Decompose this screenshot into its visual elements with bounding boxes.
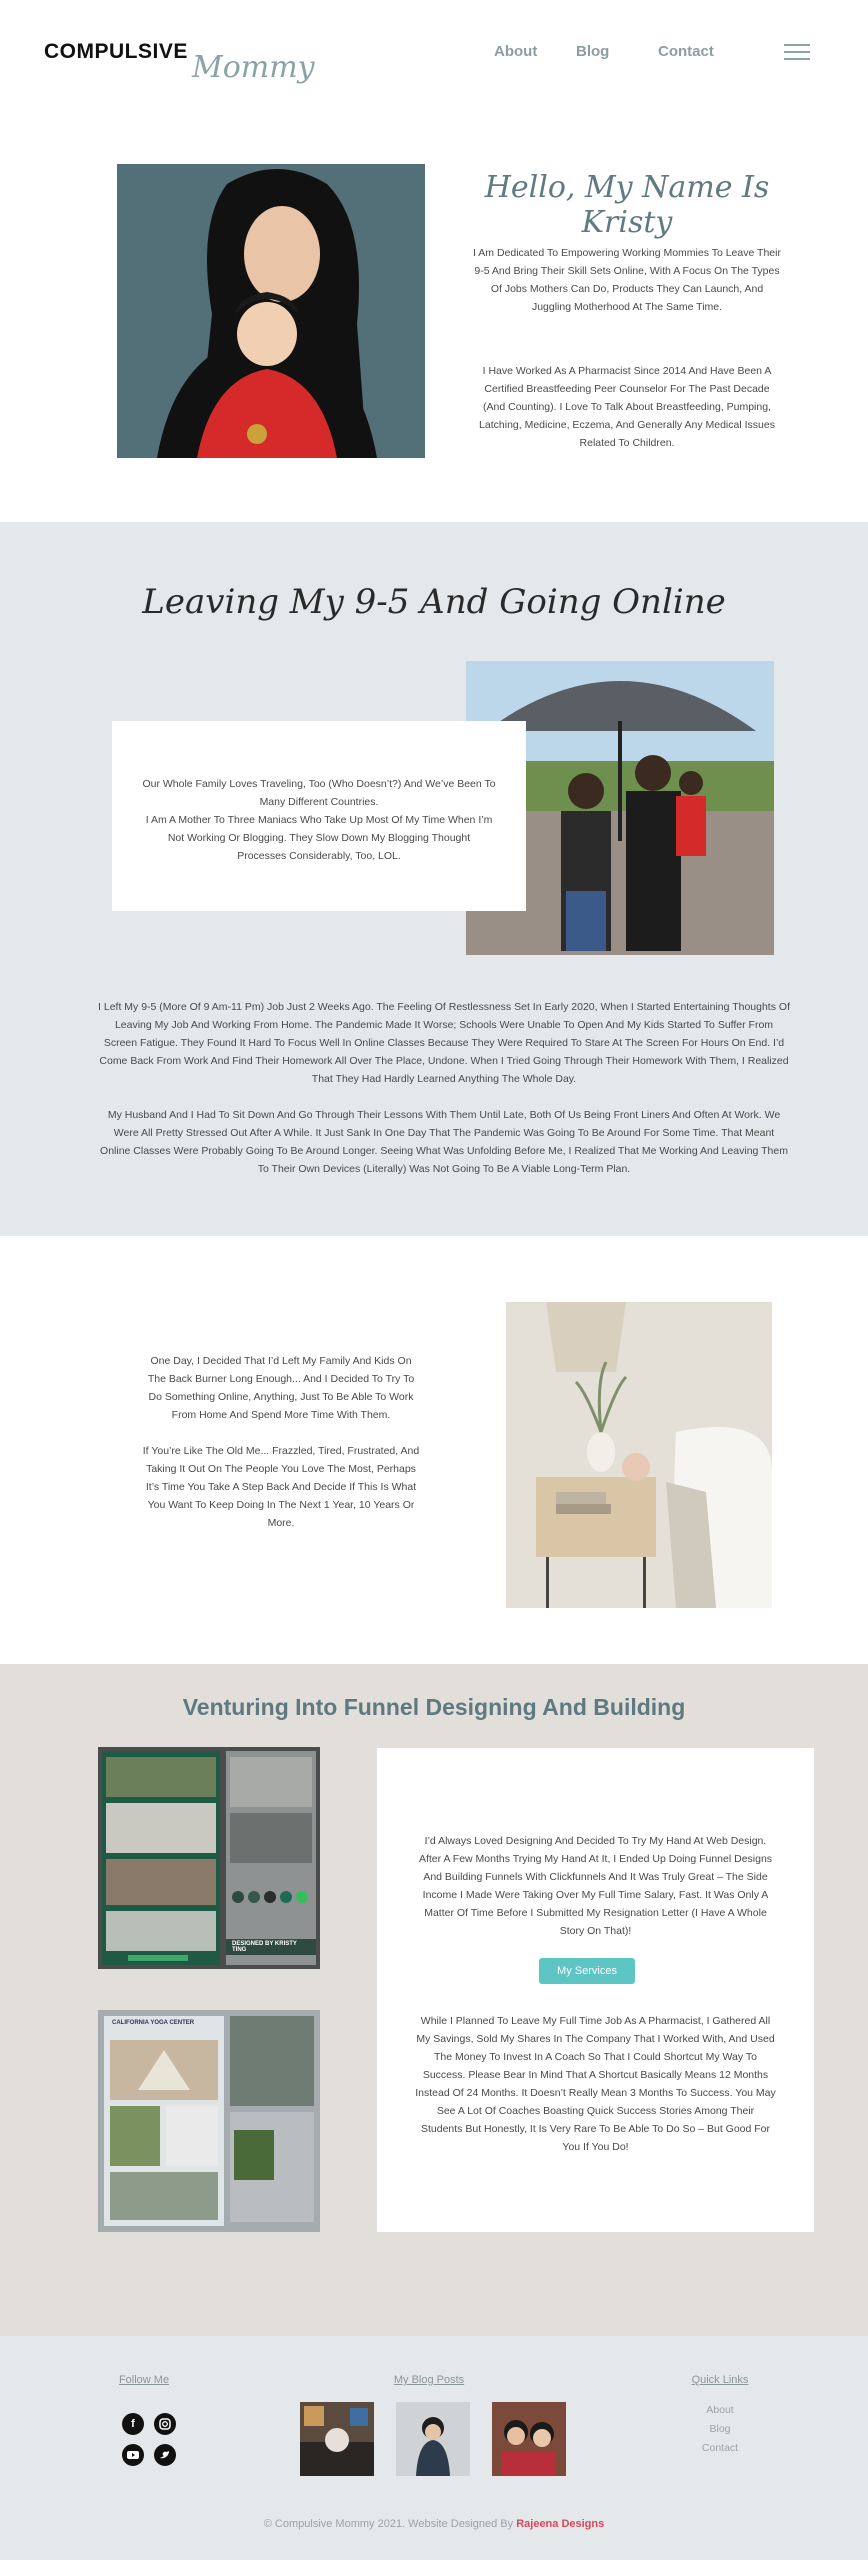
leaving-paragraph-2: My Husband And I Had To Sit Down And Go Through Their Lessons With Them Until Late, Both Of Us Being Front Liners And Often At Work. We Were All Pretty Stressed Out After A While. It Just Sank In One Day That The Pandemic Was Going To Be Around For Some Time. That Meant Online Classes Were Probably Going To Be Around Longer. Seeing What Was Unfolding Before Me, I Realized That Me Working And Leaving Them To Their Own Devices (Literally) Was Not Going To Be A Viable Long-Term Plan. xyxy=(100,1109,788,1175)
interior-decor-photo xyxy=(506,1302,772,1608)
quick-link-blog[interactable]: Blog xyxy=(709,2423,731,2435)
facebook-icon[interactable]: f xyxy=(122,2413,144,2435)
my-services-button[interactable]: My Services xyxy=(539,1958,635,1984)
decision-section xyxy=(0,1236,868,1664)
nav-contact[interactable]: Contact xyxy=(658,43,714,60)
funnel-paragraph-1: I’d Always Loved Designing And Decided To Try My Hand At Web Design. After A Few Months Trying My Hand At It, I Ended Up Doing Funnel Designs And Building Funnels With Clickfunnels And It Was Truly Great – The Side Income I Made Were Taking Over My Full Time Salary, Fast. It Was Only A Matter Of Time Before I Submitted My Resignation Letter (I Have A Whole Story On That)! xyxy=(418,1835,773,1937)
travel-card xyxy=(112,721,526,911)
travel-card-paragraph-2: I Am A Mother To Three Maniacs Who Take Up Most Of My Time When I’m Not Working Or Blogging. They Slow Down My Blogging Thought Processes Considerably, Too, LOL. xyxy=(145,814,493,862)
mockup-2-caption: CALIFORNIA YOGA CENTER xyxy=(112,2020,195,2026)
blog-posts-heading[interactable]: My Blog Posts xyxy=(393,2374,465,2386)
nav-blog[interactable]: Blog xyxy=(576,43,610,60)
leaving-paragraph-1: I Left My 9-5 (More Of 9 Am-11 Pm) Job Just 2 Weeks Ago. The Feeling Of Restlessness Set In Early 2020, When I Started Entertaining Thoughts Of Leaving My Job And Working From Home. The Pandemic Made It Worse; Schools Were Unable To Open And My Kids Started To Suffer From Screen Fatigue. They Found It Hard To Focus Well In Online Classes Because They Were Required To Stare At The Screen For Hours On End. I’d Come Back From Work And Find Their Homework All Over The Place, Undone. When I Tried Going Through Their Homework With Them, I Realized That They Had Hardly Learned Anything The Whole Day. xyxy=(98,1001,790,1085)
site-footer xyxy=(0,2336,868,2560)
decision-paragraph-2: If You’re Like The Old Me... Frazzled, Tired, Frustrated, And Taking It Out On The People You Love The Most, Perhaps It’s Time You Take A Step Back And Decide If This Is What You Want To Keep Doing In The Next 1 Year, 10 Years Or More. xyxy=(142,1445,420,1529)
blog-post-thumbnail-3[interactable] xyxy=(492,2402,566,2476)
youtube-icon[interactable] xyxy=(122,2444,144,2466)
intro-heading: Hello, My Name Is Kristy xyxy=(484,170,770,240)
funnel-heading: Venturing Into Funnel Designing And Building xyxy=(182,1694,686,1720)
intro-paragraph-1: I Am Dedicated To Empowering Working Mommies To Leave Their 9-5 And Bring Their Skill Sets Online, With A Focus On The Types Of Jobs Mothers Can Do, Products They Can Launch, And Juggling Motherhood At The Same Time. xyxy=(473,247,781,313)
funnel-design-mockup-2 xyxy=(98,2010,320,2232)
funnel-design-mockup-1 xyxy=(98,1747,320,1969)
nav-about[interactable]: About xyxy=(494,43,538,60)
logo-script-text[interactable]: Mommy xyxy=(192,50,315,85)
quick-links-heading[interactable]: Quick Links xyxy=(691,2374,749,2386)
instagram-icon[interactable] xyxy=(154,2413,176,2435)
travel-card-paragraph-1: Our Whole Family Loves Traveling, Too (Who Doesn’t?) And We’ve Been To Many Different Countries. xyxy=(142,778,496,808)
twitter-icon[interactable] xyxy=(154,2444,176,2466)
kristy-with-son-photo xyxy=(117,164,425,458)
intro-paragraph-2: I Have Worked As A Pharmacist Since 2014 And Have Been A Certified Breastfeeding Peer Counselor For The Past Decade (And Counting). I Love To Talk About Breastfeeding, Pumping, Latching, Medicine, Eczema, And Generally Any Medical Issues Related To Children. xyxy=(479,365,775,449)
copyright-text: © Compulsive Mommy 2021. Website Designed By xyxy=(263,2518,517,2530)
copyright-line xyxy=(0,2518,868,2530)
mockup-1-caption: DESIGNED BY KRISTY TING xyxy=(232,1941,297,1953)
hamburger-menu-icon[interactable] xyxy=(784,42,810,62)
leaving-section xyxy=(0,522,868,1236)
intro-section xyxy=(0,110,868,522)
leaving-heading: Leaving My 9-5 And Going Online xyxy=(142,582,726,622)
funnel-paragraph-2: While I Planned To Leave My Full Time Job As A Pharmacist, I Gathered All My Savings, Sold My Shares In The Company That I Worked With, And Used The Money To Invest In A Coach So That I Could Shortcut My Way To Success. Please Bear In Mind That A Shortcut Basically Means 12 Months Instead Of 24 Months. It Doesn’t Really Mean 3 Months To Success. You May See A Lot Of Coaches Boasting Quick Success Stories Among Their Students But Honestly, It Is Very Rare To Be Able To Do So – But Good For You If You Do! xyxy=(415,2015,776,2153)
blog-post-thumbnail-2[interactable] xyxy=(396,2402,470,2476)
quick-link-contact[interactable]: Contact xyxy=(701,2442,739,2454)
designer-link[interactable]: Rajeena Designs xyxy=(516,2518,605,2530)
decision-paragraph-1: One Day, I Decided That I’d Left My Family And Kids On The Back Burner Long Enough... And I Decided To Try To Do Something Online, Anything, Just To Be Able To Work From Home And Spend More Time With Them. xyxy=(147,1355,415,1421)
quick-link-about[interactable]: About xyxy=(706,2404,734,2416)
funnel-card xyxy=(377,1748,814,2232)
logo-text[interactable]: COMPULSIVE xyxy=(44,40,188,63)
funnel-section xyxy=(0,1664,868,2336)
follow-me-heading[interactable]: Follow Me xyxy=(118,2374,170,2386)
blog-post-thumbnail-1[interactable] xyxy=(300,2402,374,2476)
site-header xyxy=(0,0,868,110)
